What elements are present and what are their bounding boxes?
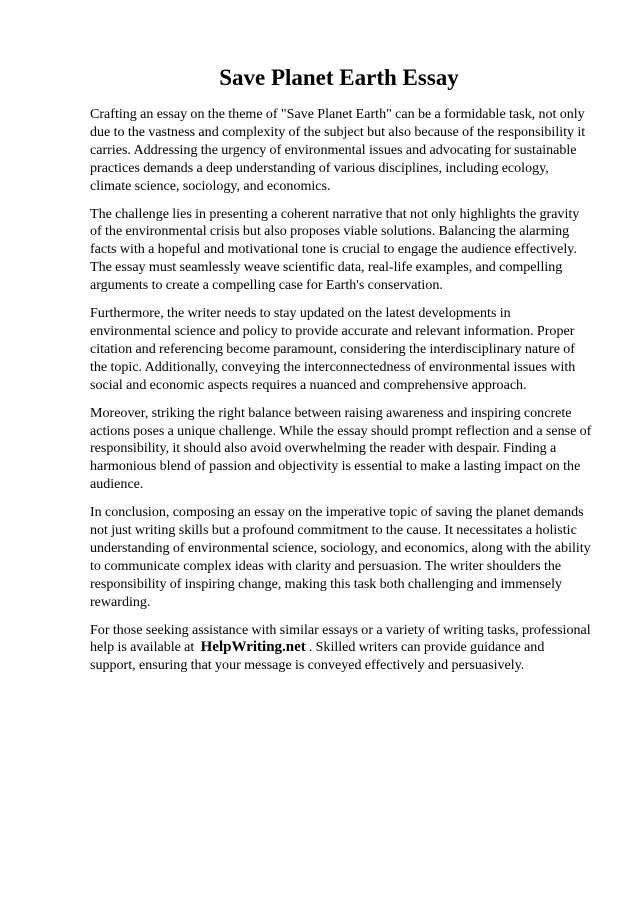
document-title: Save Planet Earth Essay bbox=[219, 65, 459, 90]
paragraph-6-after-link: . Skilled writers can provide guidance and support, ensuring that your message is conveyed effectively and persuasively. bbox=[90, 639, 545, 674]
paragraph-6 bbox=[90, 622, 592, 676]
helpwriting-link[interactable]: HelpWriting.net bbox=[200, 639, 306, 656]
paragraph-4: Moreover, striking the right balance between raising awareness and inspiring concrete actions poses a unique challenge. While the essay should prompt reflection and a sense of responsibility, it should also avoid overwhelming the reader with despair. Finding a harmonious blend of passion and objectivity is essential to make a lasting impact on the audience. bbox=[90, 404, 592, 493]
paragraph-2: The challenge lies in presenting a coherent narrative that not only highlights the gravity of the environmental crisis but also proposes viable solutions. Balancing the alarming facts with a hopeful and motivational tone is crucial to engage the audience effectively. The essay must seamlessly weave scientific data, real-life examples, and compelling arguments to create a compelling case for Earth's conservation. bbox=[90, 205, 580, 294]
paragraph-5: In conclusion, composing an essay on the imperative topic of saving the planet demands not just writing skills but a profound commitment to the cause. It necessitates a holistic understanding of environmental science, sociology, and economics, along with the ability to communicate complex ideas with clarity and persuasion. The writer shoulders the responsibility of inspiring change, making this task both challenging and immensely rewarding. bbox=[90, 504, 591, 610]
paragraph-1: Crafting an essay on the theme of "Save Planet Earth" can be a formidable task, not only due to the vastness and complexity of the subject but also because of the responsibility it carries. Addressing the urgency of environmental issues and advocating for sustainable practices demands a deep understanding of various disciplines, including ecology, climate science, sociology, and economics. bbox=[90, 106, 586, 194]
paragraph-6-before-link: For those seeking assistance with similar essays or a variety of writing tasks, professional help is available at bbox=[90, 621, 591, 656]
paragraph-3: Furthermore, the writer needs to stay updated on the latest developments in environmental science and policy to provide accurate and relevant information. Proper citation and referencing become paramount, considering the interdisciplinary nature of the topic. Additionally, conveying the interconnectedness of environmental issues with social and economic aspects requires a nuanced and comprehensive approach. bbox=[90, 305, 576, 393]
